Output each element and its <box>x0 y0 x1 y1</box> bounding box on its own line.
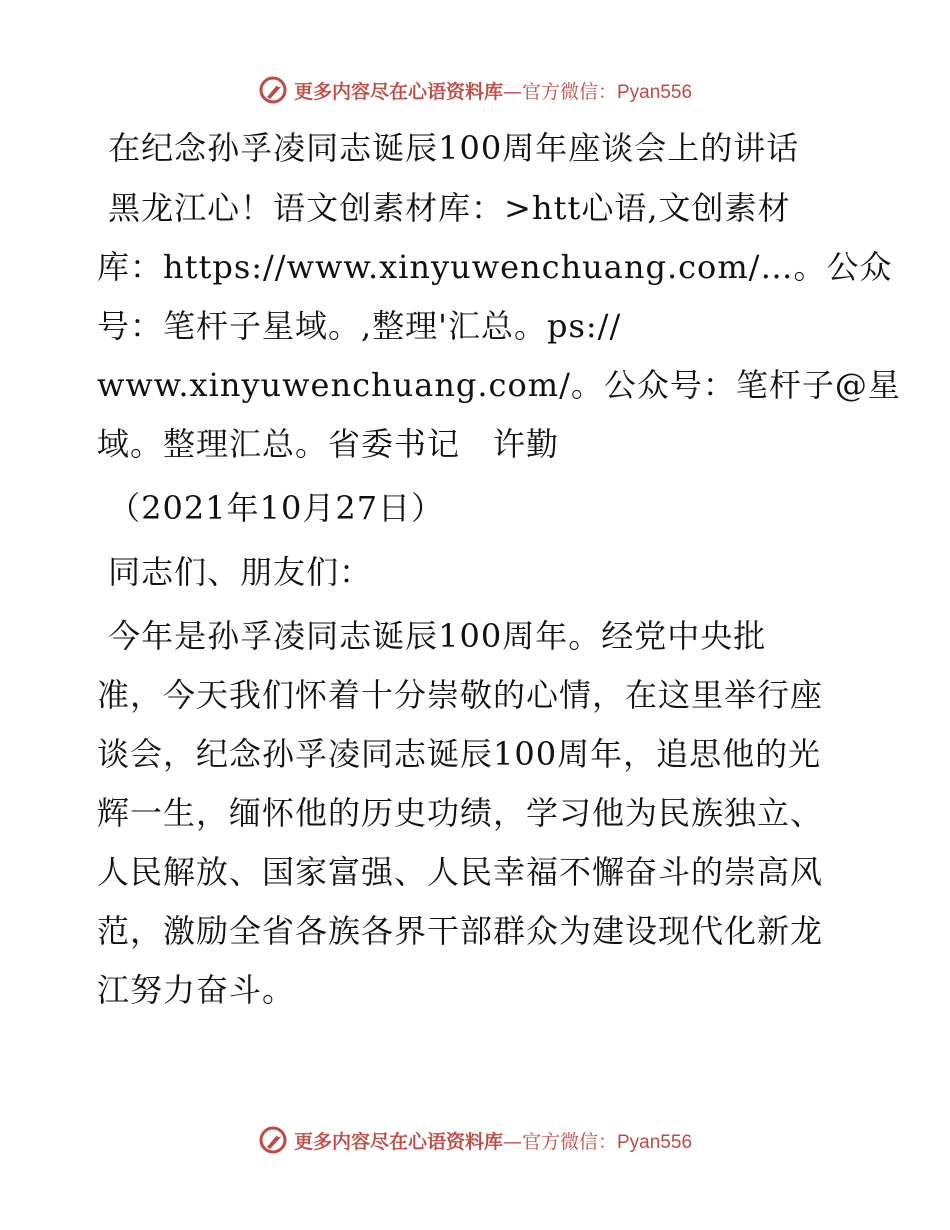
intro-line: 号：笔杆子星域。,整理'汇总。ps:// <box>97 307 622 345</box>
banner-text <box>294 1127 692 1154</box>
body-line: 人民解放、国家富强、人民幸福不懈奋斗的崇高风 <box>97 853 824 891</box>
body-paragraph <box>97 614 857 1012</box>
body-line: 江努力奋斗。 <box>97 971 296 1009</box>
header-banner <box>0 70 950 110</box>
speech-greeting: 同志们、朋友们： <box>97 553 373 591</box>
document-title: 在纪念孙孚凌同志诞辰100周年座谈会上的讲话 <box>97 129 800 167</box>
banner-wechat-id: Pyan556 <box>617 1131 693 1153</box>
body-line: 今年是孙孚凌同志诞辰100周年。经党中央批 <box>97 617 767 655</box>
banner-text <box>294 77 692 104</box>
intro-line: 库：https://www.xinyuwenchuang.com/…。公众 <box>97 248 893 286</box>
intro-paragraph <box>97 186 901 466</box>
footer-banner <box>0 1120 950 1160</box>
pen-nib-logo-icon <box>258 75 288 105</box>
pen-nib-logo-icon <box>258 1125 288 1155</box>
body-line: 准，今天我们怀着十分崇敬的心情，在这里举行座 <box>97 676 824 714</box>
banner-wechat-id: Pyan556 <box>617 81 693 103</box>
body-line: 范，激励全省各族各界干部群众为建设现代化新龙 <box>97 912 824 950</box>
banner-official-label: 官方微信： <box>521 1130 617 1153</box>
body-line: 辉一生，缅怀他的历史功绩，学习他为民族独立、 <box>97 794 824 832</box>
intro-line: 域。整理汇总。省委书记 许勤 <box>97 425 560 463</box>
banner-separator: — <box>502 80 522 103</box>
intro-line: 黑龙江心！语文创素材库：>htt心语,文创素材 <box>97 189 791 227</box>
banner-separator: — <box>502 1130 522 1153</box>
banner-main-text: 更多内容尽在心语资料库 <box>293 80 503 103</box>
banner-official-label: 官方微信： <box>521 80 617 103</box>
banner-main-text: 更多内容尽在心语资料库 <box>293 1130 503 1153</box>
intro-line: www.xinyuwenchuang.com/。公众号：笔杆子@星 <box>97 366 901 404</box>
document-body <box>97 122 901 1012</box>
body-line: 谈会，纪念孙孚凌同志诞辰100周年，追思他的光 <box>97 735 822 773</box>
speech-date: （2021年10月27日） <box>97 489 445 527</box>
